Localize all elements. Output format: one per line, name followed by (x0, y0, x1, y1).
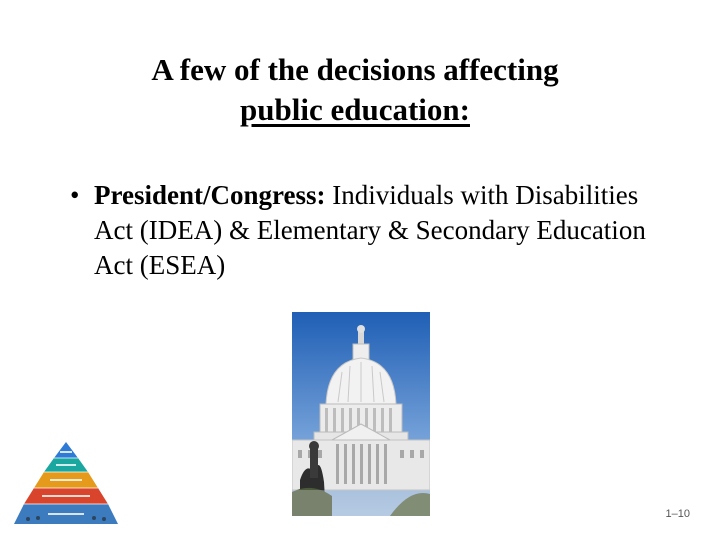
pyramid-logo-image (12, 440, 120, 526)
title-line-1: A few of the decisions affecting (151, 52, 559, 87)
page-number: 1–10 (665, 508, 690, 520)
bullet-symbol: • (70, 180, 80, 210)
bullet-bold-label: President/Congress: (94, 180, 326, 210)
bullet-text: Individuals with Disabilities Act (IDEA) & Elementary & Secondary Education Act (ESEA) (94, 180, 646, 280)
title-line-2: public education: (240, 92, 470, 127)
slide-title (60, 50, 650, 130)
bullet-item (70, 178, 670, 283)
bullet-list (70, 178, 670, 283)
capitol-building-image (292, 312, 430, 516)
